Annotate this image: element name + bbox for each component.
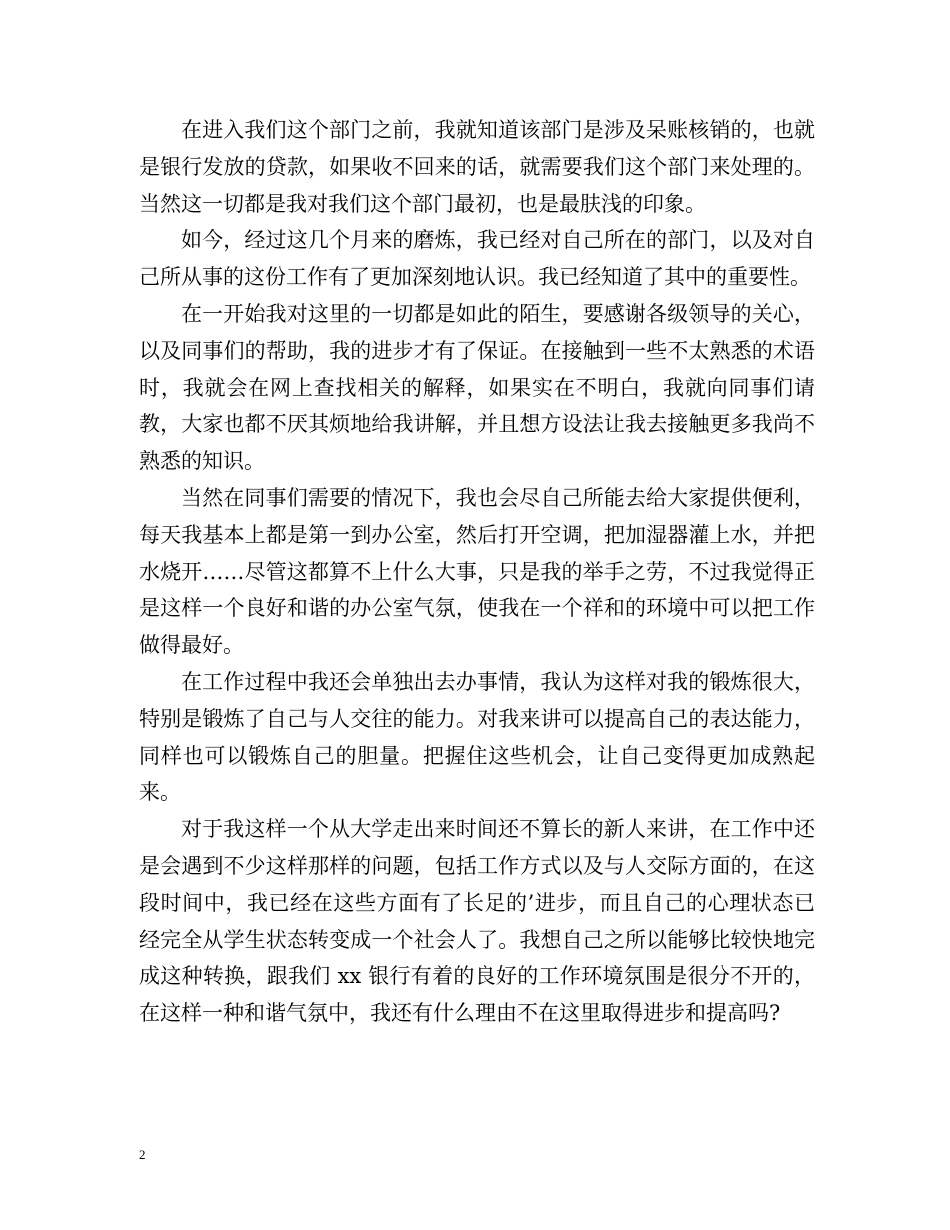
page-number: 2 <box>139 1147 146 1162</box>
paragraph-1: 在进入我们这个部门之前，我就知道该部门是涉及呆账核销的，也就是银行发放的贷款，如果收不回来的话，就需要我们这个部门来处理的。当然这一切都是我对我们这个部门最初，也是最肤浅的印象。 <box>139 118 815 216</box>
paragraph-6: 对于我这样一个从大学走出来时间还不算长的新人来讲，在工作中还是会遇到不少这样那样的问题，包括工作方式以及与人交际方面的，在这段时间中，我已经在这些方面有了长足的’进步，而且自己的心理状态已经完全从学生状态转变成一个社会人了。我想自己之所以能够比较快地完成这种转换，跟我们 xx 银行有着的良好的工作环境氛围是很分不开的，在这样一种和谐气氛中，我还有什么理由不在这里取得进步和提高吗? <box>139 817 815 1026</box>
paragraph-3: 在一开始我对这里的一切都是如此的陌生，要感谢各级领导的关心，以及同事们的帮助，我的进步才有了保证。在接触到一些不太熟悉的术语时，我就会在网上查找相关的解释，如果实在不明白，我就向同事们请教，大家也都不厌其烦地给我讲解，并且想方设法让我去接触更多我尚不熟悉的知识。 <box>139 301 815 474</box>
paragraph-4: 当然在同事们需要的情况下，我也会尽自己所能去给大家提供便利，每天我基本上都是第一到办公室，然后打开空调，把加湿器灌上水，并把水烧开……尽管这都算不上什么大事，只是我的举手之劳，不过我觉得正是这样一个良好和谐的办公室气氛，使我在一个祥和的环境中可以把工作做得最好。 <box>139 485 815 658</box>
paragraph-5: 在工作过程中我还会单独出去办事情，我认为这样对我的锻炼很大，特别是锻炼了自己与人交往的能力。对我来讲可以提高自己的表达能力，同样也可以锻炼自己的胆量。把握住这些机会，让自己变得更加成熟起来。 <box>139 669 815 805</box>
paragraph-2: 如今，经过这几个月来的磨炼，我已经对自己所在的部门，以及对自己所从事的这份工作有了更加深刻地认识。我已经知道了其中的重要性。 <box>139 228 815 290</box>
document-body <box>139 112 815 1032</box>
